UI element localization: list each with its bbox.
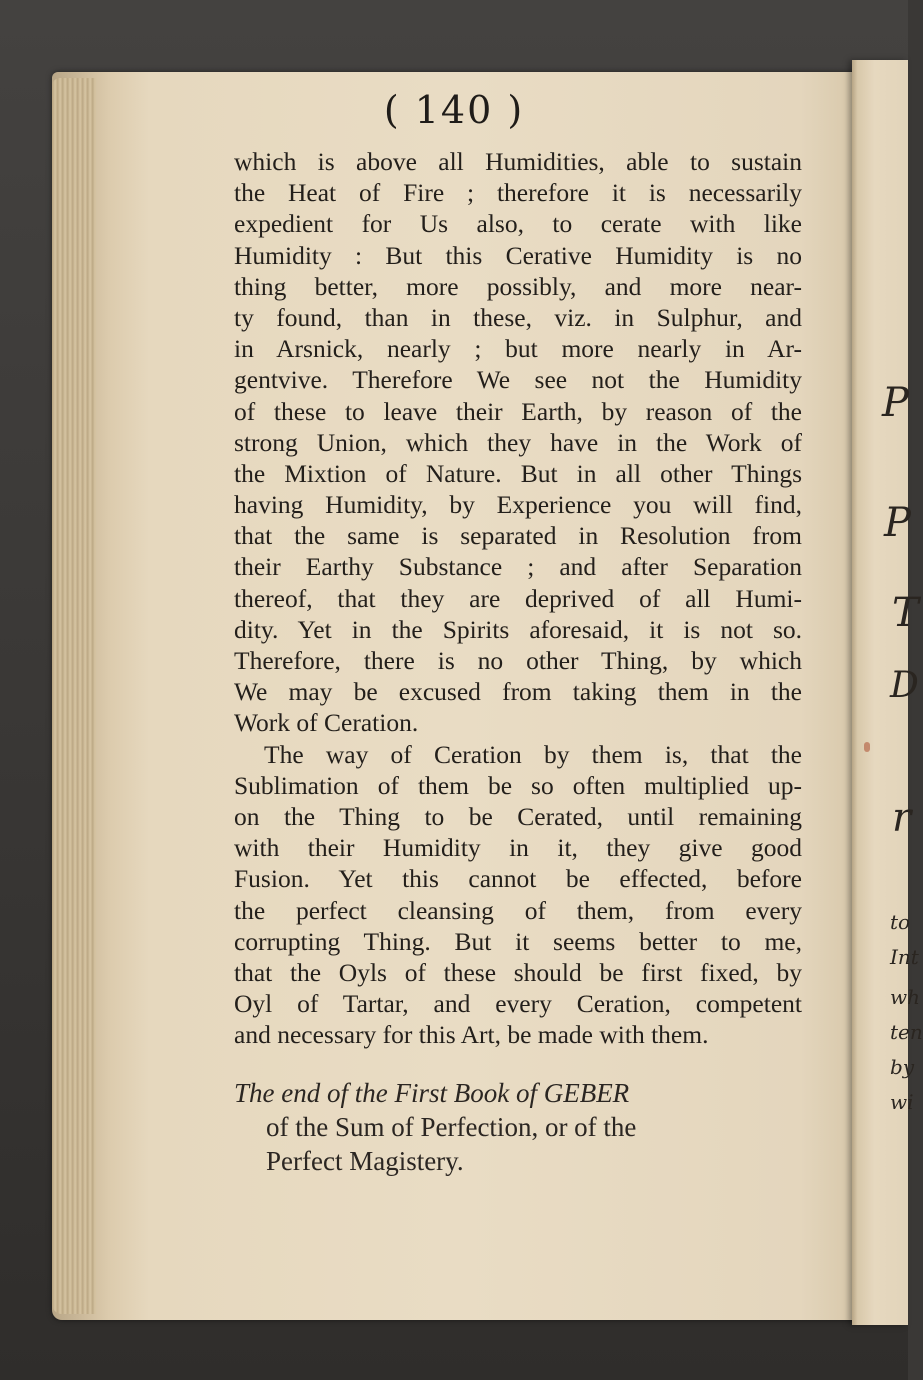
body-text [234,146,802,1050]
text-line: ty found, than in these, viz. in Sulphur, and [234,302,802,332]
ink-stain [864,742,870,752]
closing-colophon [234,1076,804,1178]
closing-line: of the Sum of Perfection, or of the [266,1112,637,1142]
text-line: Sublimation of them be so often multiplied up- [234,770,802,800]
text-line: Oyl of Tartar, and every Ceration, competent [234,989,802,1019]
text-line: gentvive. Therefore We see not the Humidity [234,365,802,395]
text-line: Humidity : But this Cerative Humidity is no [234,240,802,270]
text-line: which is above all Humidities, able to sustain [234,147,802,176]
text-line: The way of Ceration by them is, that the [264,739,802,769]
text-line: strong Union, which they have in the Work of [234,427,802,457]
text-line: having Humidity, by Experience you will find, [234,490,802,520]
text-line: that the Oyls of these should be first fixed, by [234,957,802,987]
right-page-edge: P P T D r to Int wh ten by wi [852,60,908,1325]
text-line: expedient for Us also, to cerate with like [234,209,802,239]
text-line: Therefore, there is no other Thing, by which [234,646,802,675]
text-line: the perfect cleansing of them, from every [234,895,802,925]
text-line: thing better, more possibly, and more near- [234,271,802,301]
text-line: corrupting Thing. But it seems better to me, [234,926,802,956]
text-line: of these to leave their Earth, by reason of the [234,396,802,426]
text-line: in Arsnick, nearly ; but more nearly in Ar- [234,334,802,364]
page-edges [52,78,96,1314]
text-line: the Mixtion of Nature. But in all other Things [234,458,802,488]
text-line: Fusion. Yet this cannot be effected, before [234,864,802,894]
text-line: the Heat of Fire ; therefore it is necessarily [234,178,802,208]
page-number: ( 140 ) [383,88,525,132]
closing-line: Perfect Magistery. [266,1146,464,1176]
closing-line: The end of the First Book of GEBER [234,1078,630,1108]
text-line: their Earthy Substance ; and after Separation [234,552,802,582]
text-line: that the same is separated in Resolution from [234,521,802,551]
text-line: thereof, that they are deprived of all Humi- [234,583,802,613]
text-line: on the Thing to be Cerated, until remaining [234,801,802,831]
text-line: We may be excused from taking them in the [234,677,802,707]
text-line: and necessary for this Art, be made with them. [234,1020,709,1050]
text-line: with their Humidity in it, they give good [234,833,802,863]
text-line: Work of Ceration. [234,708,419,738]
text-line: dity. Yet in the Spirits aforesaid, it is not so. [234,614,802,644]
